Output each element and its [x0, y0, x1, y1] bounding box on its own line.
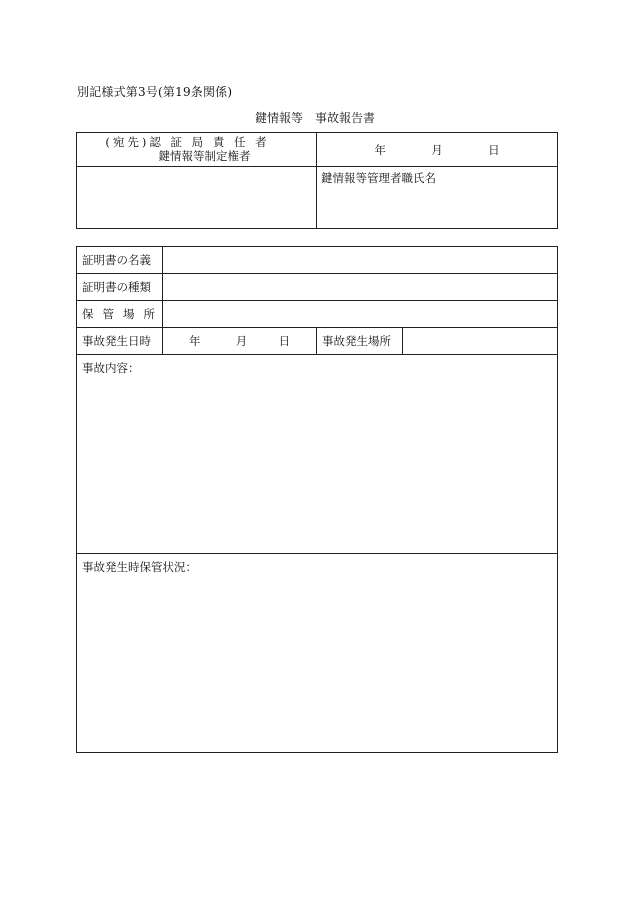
incident-date-day: 日 — [278, 334, 291, 348]
storage-status-field[interactable] — [77, 554, 558, 753]
incident-date-year: 年 — [188, 334, 201, 348]
incident-datetime-label: 事故発生日時 — [77, 328, 163, 355]
table-row — [77, 301, 558, 328]
addressee-line2: 鍵情報等制定権者 — [158, 149, 251, 163]
table-row — [77, 247, 558, 274]
storage-location-label: 保管場所 — [77, 301, 163, 328]
table-row — [77, 274, 558, 301]
report-table — [76, 246, 558, 753]
table-row — [77, 554, 558, 753]
document-title: 鍵情報等 事故報告書 — [254, 111, 375, 125]
table-row — [77, 355, 558, 554]
cert-name-field[interactable] — [163, 247, 558, 274]
storage-status-label: 事故発生時保管状況： — [82, 560, 197, 574]
cert-name-label: 証明書の名義 — [77, 247, 163, 274]
report-date-month: 月 — [431, 142, 443, 157]
incident-place-field[interactable] — [403, 328, 558, 355]
cert-type-field[interactable] — [163, 274, 558, 301]
cert-type-label: 証明書の種類 — [77, 274, 163, 301]
storage-location-field[interactable] — [163, 301, 558, 328]
incident-details-label: 事故内容： — [82, 361, 140, 375]
header-table — [76, 132, 558, 229]
report-date-day: 日 — [488, 142, 500, 157]
incident-place-label: 事故発生場所 — [317, 328, 403, 355]
incident-date-field[interactable] — [163, 328, 317, 355]
addressee-line1: (宛先)認 証 局 責 任 者 — [105, 135, 270, 149]
form-reference: 別記様式第3号(第19条関係) — [77, 85, 233, 99]
addressee-blank-cell[interactable] — [77, 167, 317, 229]
table-row — [77, 328, 558, 355]
manager-label: 鍵情報等管理者職氏名 — [321, 171, 436, 185]
manager-cell[interactable] — [317, 167, 558, 229]
addressee-cell — [77, 133, 317, 167]
incident-details-field[interactable] — [77, 355, 558, 554]
report-date-year: 年 — [374, 142, 386, 157]
incident-date-month: 月 — [235, 334, 248, 348]
report-date-cell[interactable] — [317, 133, 558, 167]
